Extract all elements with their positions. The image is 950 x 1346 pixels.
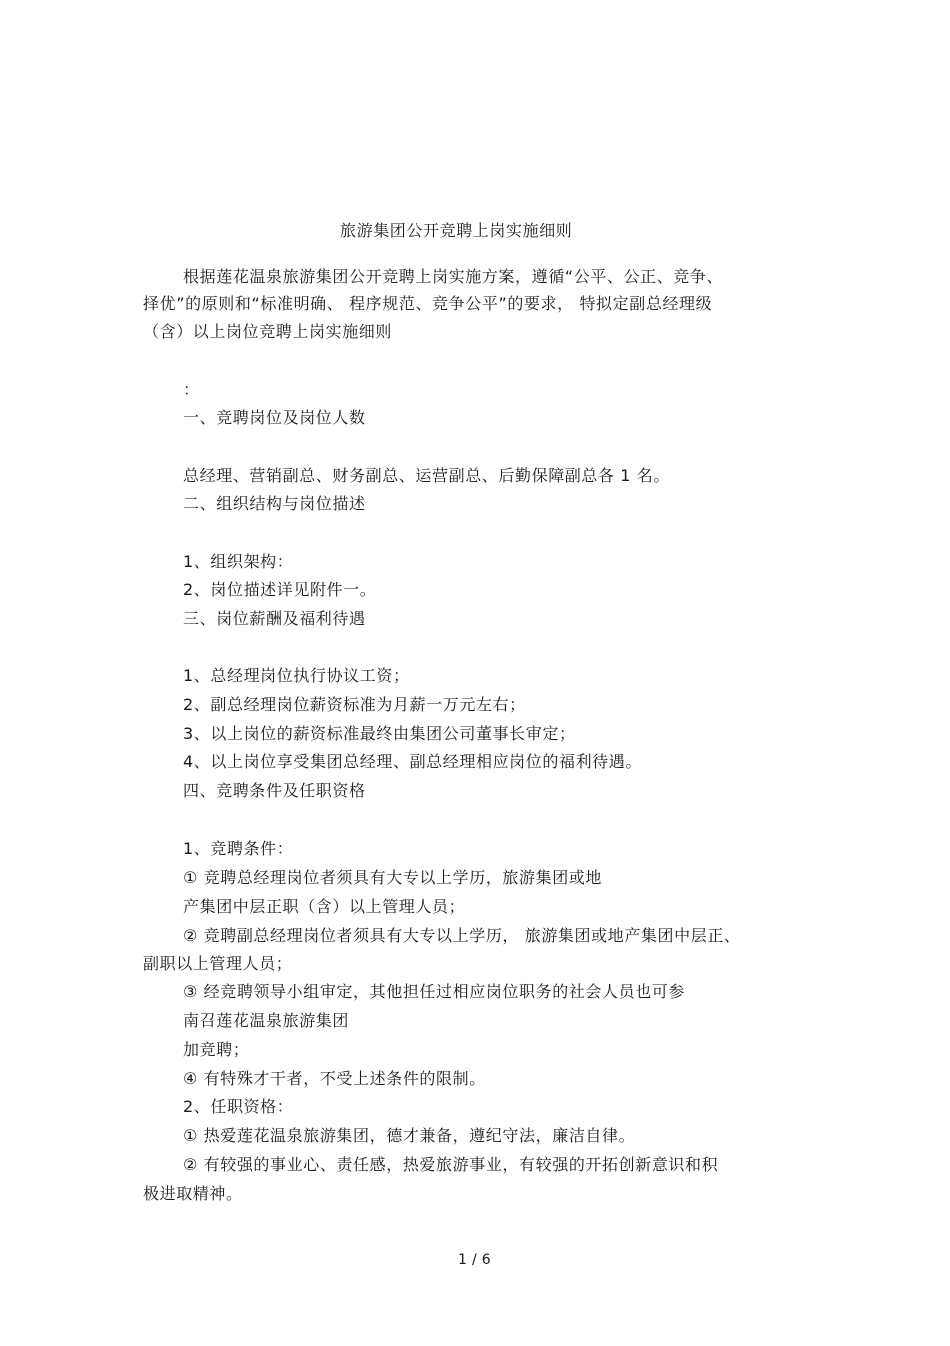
- intro-line-3: （含）以上岗位竞聘上岗实施细则: [143, 322, 393, 341]
- section-3-heading: 三、岗位薪酬及福利待遇: [183, 609, 366, 628]
- qualification-2-line-2: 极进取精神。: [143, 1184, 243, 1203]
- intro-line-1: 根据莲花温泉旅游集团公开竞聘上岗实施方案，遵循“公平、公正、竞争、: [183, 267, 724, 286]
- section-1-text: 总经理、营销副总、财务副总、运营副总、后勤保障副总各 1 名。: [183, 466, 670, 485]
- section-4-heading: 四、竞聘条件及任职资格: [183, 781, 366, 800]
- condition-4: ④ 有特殊才干者，不受上述条件的限制。: [183, 1069, 486, 1088]
- section-2-heading: 二、组织结构与岗位描述: [183, 494, 366, 513]
- qualifications-heading: 2、任职资格：: [183, 1097, 294, 1116]
- stray-org-name: 南召莲花温泉旅游集团: [183, 1011, 350, 1030]
- condition-1-line-1: ① 竞聘总经理岗位者须具有大专以上学历，旅游集团或地: [183, 868, 603, 887]
- section-1-heading: 一、竞聘岗位及岗位人数: [183, 408, 366, 427]
- section-3-item-3: 3、以上岗位的薪资标准最终由集团公司董事长审定；: [183, 724, 576, 743]
- condition-2-line-2: 副职以上管理人员；: [143, 954, 293, 973]
- intro-line-2: 择优”的原则和“标准明确、 程序规范、竞争公平”的要求， 特拟定副总经理级: [143, 294, 713, 313]
- section-3-item-2: 2、副总经理岗位薪资标准为月薪一万元左右；: [183, 695, 526, 714]
- condition-3-line-2: 加竞聘；: [183, 1040, 250, 1059]
- stray-colon: ：: [183, 380, 200, 399]
- qualification-2-line-1: ② 有较强的事业心、责任感，热爱旅游事业，有较强的开拓创新意识和积: [183, 1155, 719, 1174]
- section-3-item-1: 1、总经理岗位执行协议工资；: [183, 666, 410, 685]
- condition-2-line-1: ② 竞聘副总经理岗位者须具有大专以上学历， 旅游集团或地产集团中层正、: [183, 926, 741, 945]
- document-title: 旅游集团公开竞聘上岗实施细则: [340, 221, 573, 240]
- section-2-item-2: 2、岗位描述详见附件一。: [183, 580, 377, 599]
- page-number: 1 / 6: [458, 1252, 491, 1268]
- condition-3-line-1: ③ 经竞聘领导小组审定，其他担任过相应岗位职务的社会人员也可参: [183, 982, 686, 1001]
- conditions-heading: 1、竞聘条件：: [183, 839, 294, 858]
- qualification-1: ① 热爱莲花温泉旅游集团，德才兼备，遵纪守法，廉洁自律。: [183, 1126, 636, 1145]
- condition-1-line-2: 产集团中层正职（含）以上管理人员；: [183, 897, 466, 916]
- section-2-item-1: 1、组织架构：: [183, 552, 294, 571]
- section-3-item-4: 4、以上岗位享受集团总经理、副总经理相应岗位的福利待遇。: [183, 752, 642, 771]
